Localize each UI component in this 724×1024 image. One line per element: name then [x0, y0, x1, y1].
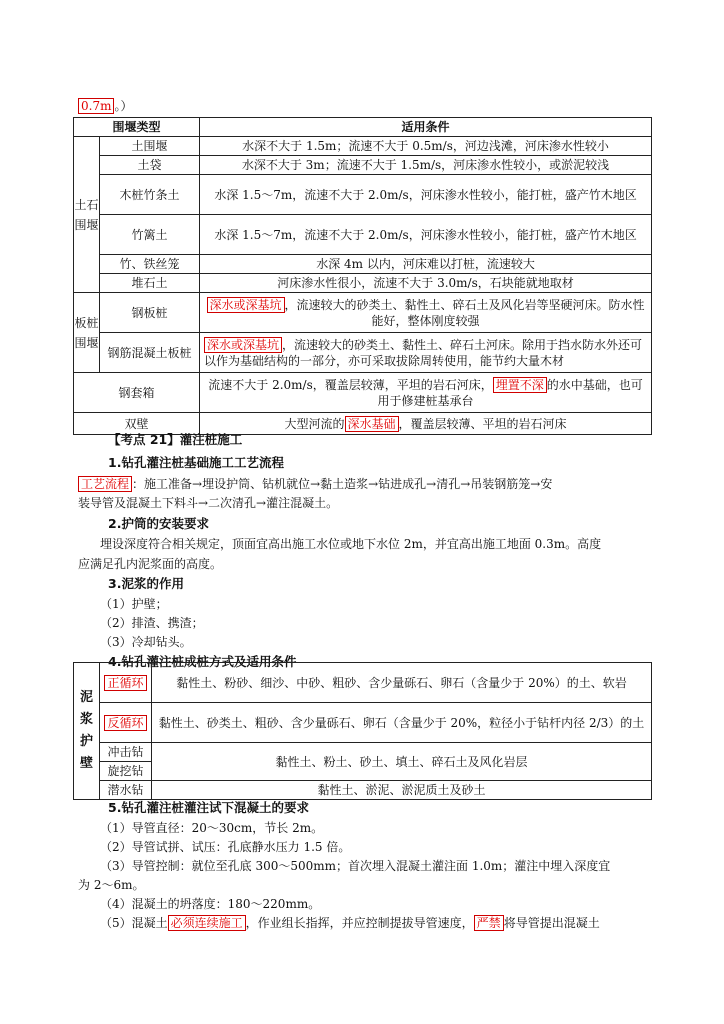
condition-cell: 水深不大于 1.5m；流速不大于 0.5m/s，河边浅滩，河床渗水性较小	[200, 137, 652, 156]
heading-2: 2.护筒的安装要求	[108, 516, 209, 531]
condition-cell	[200, 333, 652, 373]
list-item: （1）护壁；	[100, 597, 168, 611]
list-text: （5）混凝土	[100, 916, 168, 930]
list-item: （2）排渣、携渣；	[100, 616, 204, 630]
method-cell	[100, 663, 152, 703]
type-cell: 钢套箱	[74, 373, 200, 413]
method-cell	[100, 703, 152, 743]
condition-cell	[200, 293, 652, 333]
highlight-box: 0.7m	[78, 98, 114, 114]
method-cell: 潜水钻	[100, 781, 152, 800]
list-text: 将导管提出混凝土	[503, 916, 600, 930]
list-item: （4）混凝土的坍落度：180～220mm。	[100, 897, 321, 911]
condition-text: 的水中基础，也可用于修建桩基承台	[377, 377, 643, 408]
kaodian-heading: 【考点 21】灌注桩施工	[108, 432, 243, 447]
condition-text: ，流速较大的砂类土、黏性土、碎石土及风化岩等坚硬河床。防水性能好，整体刚度较强	[284, 297, 645, 328]
type-cell: 堆石土	[100, 274, 200, 293]
list-item: （3）导管控制：就位至孔底 300～500mm；首次埋入混凝土灌注面 1.0m；灌注中埋入深度宜	[100, 859, 611, 873]
paragraph-1b: 装导管及混凝土下料斗→二次清孔→灌注混凝土。	[78, 496, 339, 510]
type-cell: 竹、铁丝笼	[100, 255, 200, 274]
condition-cell: 水深 1.5～7m，流速不大于 2.0m/s，河床渗水性较小，能打桩，盛产竹木地区	[200, 175, 652, 215]
condition-cell: 水深 4m 以内，河床难以打桩，流速较大	[200, 255, 652, 274]
method-cell: 旋挖钻	[100, 762, 152, 781]
top-fragment	[78, 98, 132, 114]
heading-1: 1.钻孔灌注桩基础施工工艺流程	[108, 455, 284, 470]
pile-method-table	[73, 662, 652, 800]
list-item-continued: 为 2～6m。	[78, 878, 145, 892]
heading-5: 5.钻孔灌注桩灌注试下混凝土的要求	[108, 800, 309, 815]
paragraph-2: 埋设深度符合相关规定，顶面宜高出施工水位或地下水位 2m，并宜高出施工地面 0.3m。高度	[100, 537, 602, 551]
type-cell: 钢筋混凝土板桩	[100, 333, 200, 373]
heading-4: 4.钻孔灌注桩成桩方式及适用条件	[108, 654, 297, 669]
type-cell: 土围堰	[100, 137, 200, 156]
condition-text: 大型河流的	[284, 416, 345, 431]
highlight-box: 反循环	[104, 715, 146, 731]
highlight-box: 深水或深基坑	[204, 337, 282, 353]
highlight-box: 必须连续施工	[168, 915, 246, 931]
type-cell: 土袋	[100, 156, 200, 175]
type-cell: 钢板桩	[100, 293, 200, 333]
condition-cell: 水深不大于 3m；流速不大于 1.5m/s，河床渗水性较小，或淤泥较浅	[200, 156, 652, 175]
highlight-box: 深水或深基坑	[207, 297, 285, 313]
condition-text: ，覆盖层较薄、平坦的岩石河床	[398, 416, 567, 431]
group-earth-rock: 土石 围堰	[74, 137, 100, 293]
method-cell: 冲击钻	[100, 743, 152, 762]
paragraph-1	[78, 476, 552, 492]
paragraph-text: ：施工准备→埋设护筒、钻机就位→黏土造浆→钻进成孔→清孔→吊装钢筋笼→安	[132, 477, 553, 491]
group-sheet-pile: 板桩 围堰	[74, 293, 100, 373]
type-cell: 木桩竹条土	[100, 175, 200, 215]
paragraph-2b: 应满足孔内泥浆面的高度。	[78, 557, 223, 571]
condition-cell	[200, 413, 652, 435]
type-cell: 双壁	[74, 413, 200, 435]
cofferdam-table	[73, 117, 652, 435]
highlight-box: 工艺流程	[78, 476, 132, 492]
condition-cell	[200, 373, 652, 413]
highlight-box: 正循环	[104, 675, 146, 691]
list-item: （3）冷却钻头。	[100, 635, 192, 649]
type-cell: 竹篱土	[100, 215, 200, 255]
condition-cell: 黏性土、淤泥、淤泥质土及砂土	[152, 781, 652, 800]
condition-cell: 河床渗水性很小，流速不大于 3.0m/s，石块能就地取材	[200, 274, 652, 293]
list-text: ，作业组长指挥，并应控制提拔导管速度，	[245, 916, 474, 930]
condition-cell: 水深 1.5～7m，流速不大于 2.0m/s，河床渗水性较小，能打桩，盛产竹木地区	[200, 215, 652, 255]
highlight-box: 埋置不深	[493, 377, 547, 393]
header-condition: 适用条件	[200, 118, 652, 137]
list-item: （2）导管试拼、试压：孔底静水压力 1.5 倍。	[100, 840, 351, 854]
list-item: （1）导管直径：20～30cm，节长 2m。	[100, 821, 324, 835]
highlight-box: 严禁	[474, 915, 504, 931]
condition-text: ，流速较大的砂类土、黏性土、碎石土河床。除用于挡水防水外还可以作为基础结构的一部分，亦可采取拔除周转使用，能节约大量木材	[204, 337, 643, 368]
group-text: 泥浆护壁	[79, 690, 93, 771]
header-type: 围堰类型	[74, 118, 200, 137]
condition-cell: 黏性土、粉砂、细沙、中砂、粗砂、含少量砾石、卵石（含量少于 20%）的土、软岩	[152, 663, 652, 703]
condition-cell: 黏性土、粉土、砂土、填土、碎石土及风化岩层	[152, 743, 652, 781]
top-fragment-text: 。）	[114, 99, 133, 113]
heading-3: 3.泥浆的作用	[108, 576, 184, 591]
condition-cell: 黏性土、砂类土、粗砂、含少量砾石、卵石（含量少于 20%，粒径小于钻杆内径 2/3）的土	[152, 703, 652, 743]
group-mud-wall	[74, 663, 100, 800]
highlight-box: 深水基础	[345, 416, 399, 432]
condition-text: 流速不大于 2.0m/s，覆盖层较薄，平坦的岩石河床，	[208, 377, 493, 392]
list-item	[100, 915, 600, 931]
